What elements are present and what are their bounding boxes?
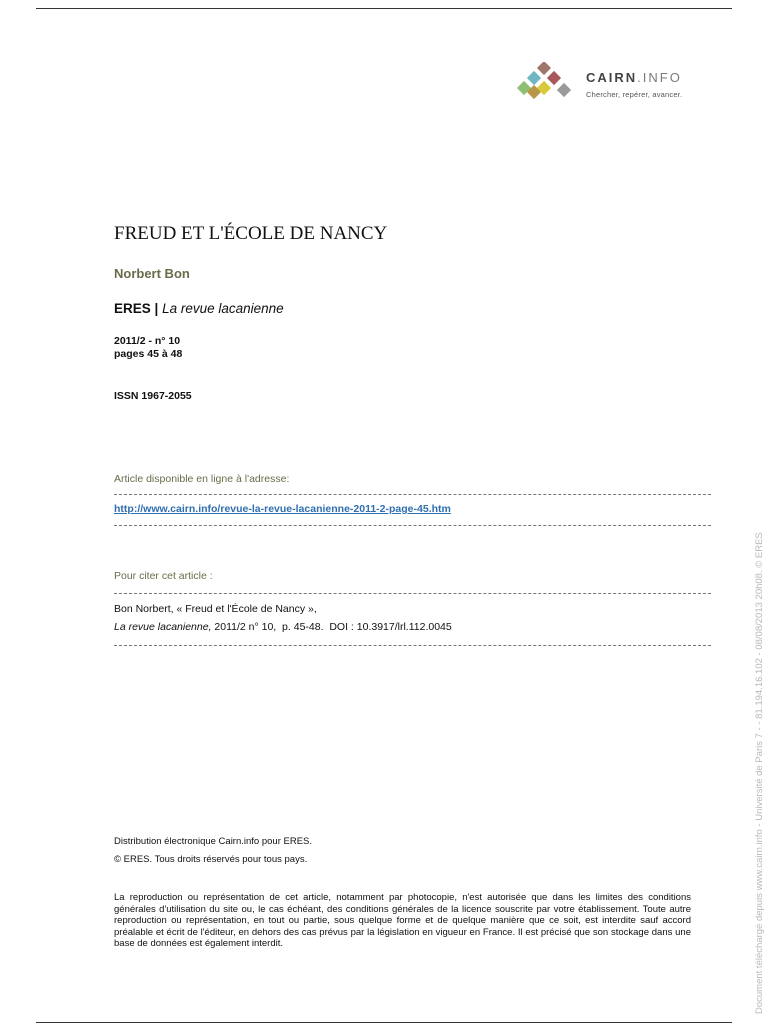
bottom-rule (36, 1022, 732, 1023)
divider (114, 494, 711, 495)
online-label: Article disponible en ligne à l'adresse: (114, 473, 290, 485)
logo-brand-suffix: .INFO (637, 70, 682, 85)
logo-tagline: Chercher, repérer, avancer. (586, 90, 683, 99)
article-author: Norbert Bon (114, 266, 190, 281)
divider (114, 593, 711, 594)
article-title: FREUD ET L'ÉCOLE DE NANCY (114, 223, 388, 244)
copyright-note: © ERES. Tous droits réservés pour tous pays. (114, 854, 308, 865)
divider (114, 645, 711, 646)
issue-info (114, 335, 182, 361)
top-rule (36, 8, 732, 9)
issue-number: 2011/2 - n° 10 (114, 335, 181, 347)
cairn-logo[interactable] (514, 62, 704, 102)
journal-name: La revue lacanienne (162, 301, 284, 316)
download-watermark-text: Document téléchargé depuis www.cairn.info - Université de Paris 7 - - 81.194.16.102 - 08/08/2013 20h08. © ERES (754, 532, 765, 1014)
logo-brand: CAIRN (586, 70, 638, 85)
logo-wordmark (586, 70, 682, 85)
page-range: pages 45 à 48 (114, 348, 183, 360)
article-url-link[interactable]: http://www.cairn.info/revue-la-revue-lacanienne-2011-2-page-45.htm (114, 503, 451, 515)
download-watermark (752, 518, 764, 1014)
cite-label: Pour citer cet article : (114, 570, 213, 582)
journal-line (114, 301, 284, 316)
citation-line-1: Bon Norbert, « Freud et l'École de Nancy », (114, 603, 317, 615)
citation-line-2 (114, 621, 452, 633)
publisher-separator: | (154, 301, 159, 316)
citation-details: 2011/2 n° 10, p. 45-48. DOI : 10.3917/lrl.112.0045 (214, 621, 452, 633)
cairn-logo-icon (514, 62, 576, 102)
divider (114, 525, 711, 526)
distribution-note: Distribution électronique Cairn.info pour ERES. (114, 836, 313, 847)
citation-journal: La revue lacanienne, (114, 621, 212, 633)
publisher-name: ERES (114, 301, 151, 316)
legal-notice: La reproduction ou représentation de cet article, notamment par photocopie, n'est autorisée que dans les limites des conditions générales d'utilisation du site ou, le cas échéant, des conditions générales de la licence souscrite par votre établissement. Toute autre reproduction ou représentation, en tout ou partie, sous quelque forme et de quelque manière que ce soit, est interdite sauf accord préalable et écrit de l'éditeur, en dehors des cas prévus par la législation en vigueur en France. Il est précisé que son stockage dans une base de données est également interdit. (114, 892, 691, 949)
issn: ISSN 1967-2055 (114, 390, 192, 402)
